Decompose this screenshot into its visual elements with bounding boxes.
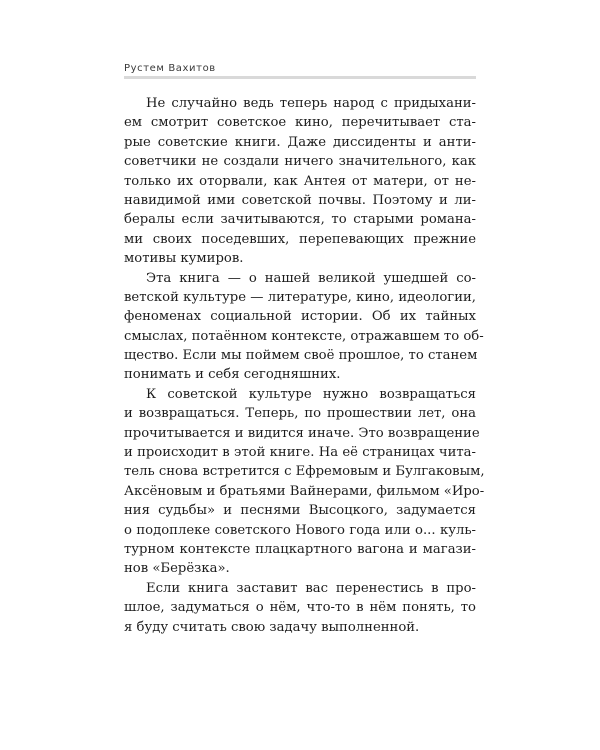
text-line: смыслах, потаённом контексте, отражавшем то об- bbox=[124, 328, 484, 344]
text-line: я буду считать свою задачу выполненной. bbox=[124, 619, 420, 635]
text-line: шлое, задуматься о нём, что-то в нём понять, то bbox=[124, 600, 476, 616]
text-line: Если книга заставит вас перенестись в про- bbox=[146, 580, 476, 596]
text-line: ем смотрит советское кино, перечитывает ста- bbox=[124, 115, 476, 131]
text-line: о подоплеке советского Нового года или о... куль- bbox=[124, 522, 476, 538]
text-line: тель снова встретится с Ефремовым и Булгаковым, bbox=[124, 464, 485, 480]
text-line: ми своих поседевших, перепевающих прежние bbox=[124, 231, 476, 247]
text-line: понимать и себя сегодняшних. bbox=[124, 367, 341, 383]
paragraph bbox=[124, 269, 484, 385]
text-line: только их оторвали, как Антея от матери, от не- bbox=[124, 173, 476, 189]
text-line: щество. Если мы поймем своё прошлое, то станем bbox=[124, 348, 478, 364]
text-line: прочитывается и видится иначе. Это возвращение bbox=[124, 425, 480, 441]
text-line: навидимой ими советской почвы. Поэтому и ли- bbox=[124, 192, 476, 208]
running-header-author: Рустем Вахитов bbox=[124, 63, 216, 74]
text-line: советчики не создали ничего значительного, как bbox=[124, 154, 476, 170]
paragraph bbox=[124, 94, 476, 269]
paragraph bbox=[124, 385, 485, 579]
text-line: Эта книга — о нашей великой ушедшей со- bbox=[146, 270, 476, 286]
text-line: рые советские книги. Даже диссиденты и анти- bbox=[124, 134, 476, 150]
text-line: ния судьбы» и песнями Высоцкого, задумается bbox=[124, 503, 476, 519]
header-rule bbox=[124, 76, 476, 79]
text-line: турном контексте плацкартного вагона и магази- bbox=[124, 541, 476, 557]
text-line: бералы если зачитываются, то старыми романа- bbox=[124, 212, 476, 228]
body-text bbox=[124, 94, 485, 637]
text-line: К советской культуре нужно возвращаться bbox=[146, 386, 476, 402]
running-header bbox=[124, 63, 476, 77]
text-line: ветской культуре — литературе, кино, идеологии, bbox=[124, 289, 476, 305]
text-line: и возвращаться. Теперь, по прошествии лет, она bbox=[124, 406, 476, 422]
text-line: мотивы кумиров. bbox=[124, 251, 244, 267]
text-line: Не случайно ведь теперь народ с придыхани- bbox=[146, 96, 476, 111]
text-line: Аксёновым и братьями Вайнерами, фильмом «Иро- bbox=[124, 483, 485, 499]
text-line: и происходит в этой книге. На её страницах чита- bbox=[124, 445, 476, 461]
text-line: нов «Берёзка». bbox=[124, 561, 230, 577]
text-line: феноменах социальной истории. Об их тайных bbox=[124, 309, 476, 325]
paragraph bbox=[124, 579, 476, 637]
